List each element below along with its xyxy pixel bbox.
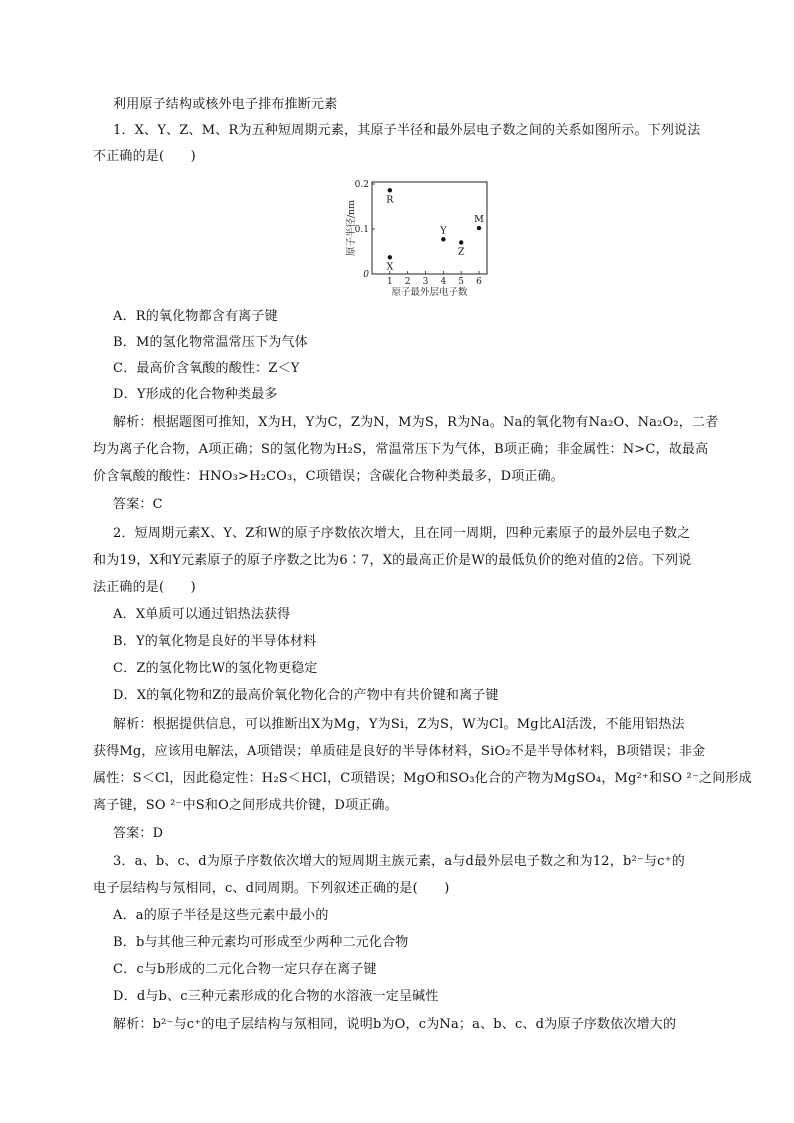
q2-stem-line-2: 和为19，X和Y元素原子的原子序数之比为6∶7，X的最高正价是W的最低负价的绝对值的2倍。下列说 bbox=[93, 553, 692, 568]
q1-option-c: C．最高价含氧酸的酸性：Z＜Y bbox=[113, 361, 300, 376]
radius-vs-electrons-chart bbox=[335, 176, 495, 298]
q1-analysis-line-3: 价含氧酸的酸性：HNO₃>H₂CO₃，C项错误；含碳化合物种类最多，D项正确。 bbox=[93, 469, 565, 484]
q1-answer: 答案：C bbox=[113, 497, 163, 512]
q2-analysis-line-3: 属性：S＜Cl，因此稳定性：H₂S＜HCl，C项错误；MgO和SO₃化合的产物为MgSO₄，Mg²⁺和SO ²⁻之间形成 bbox=[93, 771, 752, 786]
q2-analysis-line-2: 获得Mg，应该用电解法，A项错误；单质硅是良好的半导体材料，SiO₂不是半导体材料，B项错误；非金 bbox=[93, 744, 706, 759]
q2-option-c: C．Z的氢化物比W的氢化物更稳定 bbox=[113, 661, 318, 676]
y-tick-label: 0.1 bbox=[354, 225, 369, 235]
q3-stem-line-1: 3．a、b、c、d为原子序数依次增大的短周期主族元素，a与d最外层电子数之和为12，b²⁻与c⁺的 bbox=[113, 854, 685, 869]
y-tick-label: 0 bbox=[363, 270, 369, 280]
x-tick-label: 4 bbox=[440, 277, 447, 287]
data-point-y bbox=[441, 237, 445, 241]
data-label-y: Y bbox=[440, 225, 447, 237]
y-tick-label: 0.2 bbox=[354, 180, 369, 190]
data-label-m: M bbox=[474, 214, 484, 226]
y-axis-label: 原子半径/nm bbox=[346, 199, 357, 257]
data-label-x: X bbox=[386, 261, 394, 273]
q2-answer: 答案：D bbox=[113, 826, 164, 841]
data-label-z: Z bbox=[457, 246, 465, 258]
x-tick-label: 3 bbox=[422, 277, 429, 287]
q1-stem-line-2: 不正确的是( ) bbox=[93, 149, 196, 164]
x-tick-label: 2 bbox=[404, 277, 411, 287]
data-point-x bbox=[388, 255, 392, 259]
q3-option-b: B．b与其他三种元素均可形成至少两种二元化合物 bbox=[113, 935, 409, 950]
q1-option-b: B．M的氢化物常温常压下为气体 bbox=[113, 335, 308, 350]
section-title: 利用原子结构或核外电子排布推断元素 bbox=[113, 97, 338, 112]
data-point-z bbox=[459, 240, 463, 244]
q1-analysis-line-2: 均为离子化合物，A项正确；S的氢化物为H₂S，常温常压下为气体，B项正确；非金属性：N>C，故最高 bbox=[93, 442, 709, 457]
x-tick-label: 6 bbox=[476, 277, 482, 287]
q3-analysis-line-1: 解析：b²⁻与c⁺的电子层结构与氖相同，说明b为O，c为Na；a、b、c、d为原子序数依次增大的 bbox=[113, 1017, 677, 1032]
q1-option-d: D．Y形成的化合物种类最多 bbox=[113, 387, 278, 402]
q2-stem-line-3: 法正确的是( ) bbox=[93, 580, 196, 595]
q3-stem-line-2: 电子层结构与氖相同，c、d同周期。下列叙述正确的是( ) bbox=[93, 881, 450, 896]
q1-analysis-line-1: 解析：根据题图可推知，X为H，Y为C，Z为N，M为S，R为Na。Na的氧化物有Na₂O、Na₂O₂，二者 bbox=[113, 415, 719, 430]
q2-analysis-line-4: 离子键，SO ²⁻中S和O之间形成共价键，D项正确。 bbox=[93, 798, 398, 813]
q3-option-c: C．c与b形成的二元化合物一定只存在离子键 bbox=[113, 962, 377, 977]
q2-stem-line-1: 2．短周期元素X、Y、Z和W的原子序数依次增大，且在同一周期，四种元素原子的最外层电子数之 bbox=[113, 526, 691, 541]
data-point-m bbox=[477, 226, 481, 230]
data-point-r bbox=[388, 188, 392, 192]
data-label-r: R bbox=[386, 194, 394, 206]
q1-stem-line-1: 1．X、Y、Z、M、R为五种短周期元素，其原子半径和最外层电子数之间的关系如图所示。下列说法 bbox=[113, 123, 701, 138]
q1-option-a: A．R的氧化物都含有离子键 bbox=[113, 309, 278, 324]
x-axis-label: 原子最外层电子数 bbox=[391, 287, 468, 298]
x-tick-label: 1 bbox=[386, 277, 393, 287]
q3-option-d: D．d与b、c三种元素形成的化合物的水溶液一定呈碱性 bbox=[113, 989, 439, 1004]
q2-analysis-line-1: 解析：根据提供信息，可以推断出X为Mg，Y为Si，Z为S，W为Cl。Mg比Al活泼，不能用铝热法 bbox=[113, 717, 685, 732]
q2-option-a: A．X单质可以通过铝热法获得 bbox=[113, 607, 291, 622]
q2-option-d: D．X的氧化物和Z的最高价氧化物化合的产物中有共价键和离子键 bbox=[113, 688, 499, 703]
x-tick-label: 5 bbox=[458, 277, 465, 287]
chart-svg bbox=[335, 176, 495, 298]
q2-option-b: B．Y的氧化物是良好的半导体材料 bbox=[113, 634, 317, 649]
q3-option-a: A．a的原子半径是这些元素中最小的 bbox=[113, 908, 329, 923]
